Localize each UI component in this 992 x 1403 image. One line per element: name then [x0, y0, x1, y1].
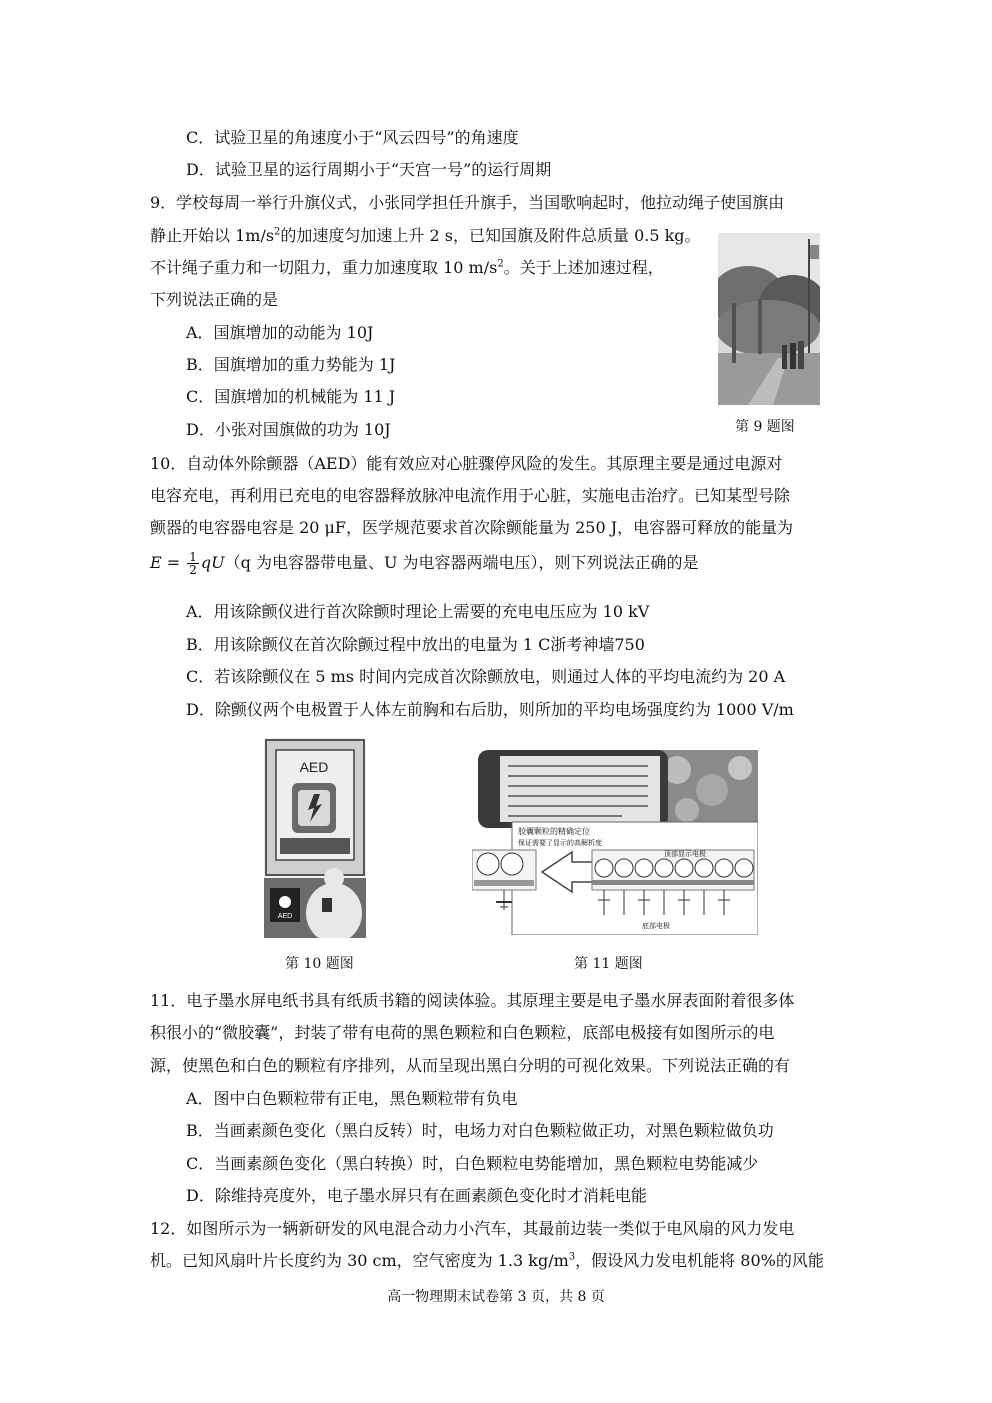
flag-raising-photo	[718, 233, 820, 405]
q11-option-b: B．当画素颜色变化（黑白反转）时，电场力对白色颗粒做正功，对黑色颗粒做负功	[186, 1121, 774, 1140]
fig11-caption: 第 11 题图	[574, 956, 643, 972]
fig9-caption: 第 9 题图	[735, 419, 795, 435]
q10-option-d: D．除颤仪两个电极置于人体左前胸和右后肋，则所加的平均电场强度约为 1000 V/m	[186, 700, 794, 719]
q10-stem-line2: 电容充电，再利用已充电的电容器释放脉冲电流作用于心脏，实施电击治疗。已知某型号除	[150, 486, 791, 505]
q9-option-c: C．国旗增加的机械能为 11 J	[186, 387, 396, 406]
page-footer: 高一物理期末试卷第 3 页，共 8 页	[387, 1289, 605, 1305]
eink-top-electrode-label: 顶部显示电极	[664, 850, 706, 858]
q10-option-b: B．用该除颤仪在首次除颤过程中放出的电量为 1 C浙考神墙750	[186, 635, 645, 654]
q12-stem-line2: 机。已知风扇叶片长度约为 30 cm，空气密度为 1.3 $kg/m^3$，假设风力发电机能将 80%的风能	[150, 1251, 824, 1270]
q11-option-c: C．当画素颜色变化（黑白转换）时，白色颗粒电势能增加，黑色颗粒电势能减少	[186, 1154, 759, 1173]
aed-cabinet-label: AED	[299, 759, 329, 775]
energy-formula-rhs: qU	[200, 553, 225, 572]
q10-stem-line4: E = $\frac{1}{2}$ qU（q 为电容器带电量、U 为电容器两端电压），则下列说法正确的是	[150, 550, 699, 577]
energy-formula-fraction: $\frac{1}{2}$	[189, 550, 197, 577]
q10-stem-line3: 颤器的电容器电容是 20 μF，医学规范要求首次除颤能量为 250 J，电容器可释放的能量为	[150, 518, 794, 537]
q10-option-c: C．若该除颤仪在 5 ms 时间内完成首次除颤放电，则通过人体的平均电流约为 20 A	[186, 667, 786, 686]
eink-caption-line1: 胶囊颗粒的精确定位	[518, 827, 590, 836]
q10-stem-line1: 10．自动体外除颤器（AED）能有效应对心脏骤停风险的发生。其原理主要是通过电源对	[150, 454, 783, 473]
q8-option-c: C．试验卫星的角速度小于“风云四号”的角速度	[186, 128, 519, 147]
q8-option-d: D．试验卫星的运行周期小于“天宫一号”的运行周期	[186, 160, 552, 179]
eink-bottom-electrode-label: 底部电极	[642, 922, 670, 930]
q9-stem-line3: 不计绳子重力和一切阻力，重力加速度取 10 $m/s^2$。关于上述加速过程，	[150, 258, 664, 277]
q9-option-d: D．小张对国旗做的功为 10J	[186, 420, 391, 439]
q9-stem-line2: 静止开始以 $1m/s^2$的加速度匀加速上升 2 s，已知国旗及附件总质量 0.5 kg。	[150, 226, 701, 245]
q12-stem-line1: 12．如图所示为一辆新研发的风电混合动力小汽车，其最前边装一类似于电风扇的风力发电	[150, 1219, 795, 1238]
q11-stem-line2: 积很小的“微胶囊”，封装了带有电荷的黑色颗粒和白色颗粒，底部电极接有如图所示的电	[150, 1023, 775, 1042]
q11-option-a: A．图中白色颗粒带有正电，黑色颗粒带有负电	[186, 1089, 518, 1108]
fig10-caption: 第 10 题图	[285, 956, 354, 972]
q11-option-d: D．除维持亮度外，电子墨水屏只有在画素颜色变化时才消耗电能	[186, 1186, 647, 1205]
q9-option-b: B．国旗增加的重力势能为 1J	[186, 355, 396, 374]
q11-stem-line1: 11．电子墨水屏电纸书具有纸质书籍的阅读体验。其原理主要是电子墨水屏表面附着很多体	[150, 991, 795, 1010]
aed-figure	[264, 738, 366, 938]
q10-option-a: A．用该除颤仪进行首次除颤时理论上需要的充电电压应为 10 kV	[186, 602, 650, 621]
q9-stem-line4: 下列说法正确的是	[150, 290, 279, 309]
q11-stem-line3: 源，使黑色和白色的颗粒有序排列，从而呈现出黑白分明的可视化效果。下列说法正确的有	[150, 1056, 791, 1075]
q9-stem-line1: 9．学校每周一举行升旗仪式，小张同学担任升旗手，当国歌响起时，他拉动绳子使国旗由	[150, 193, 785, 212]
eink-figure	[472, 750, 758, 935]
aed-device-label: AED	[277, 913, 293, 920]
eink-caption-line2: 保证需要了显示的高解析度	[518, 839, 602, 847]
energy-formula-lhs: E =	[150, 553, 181, 572]
q9-option-a: A．国旗增加的动能为 10J	[186, 323, 374, 342]
